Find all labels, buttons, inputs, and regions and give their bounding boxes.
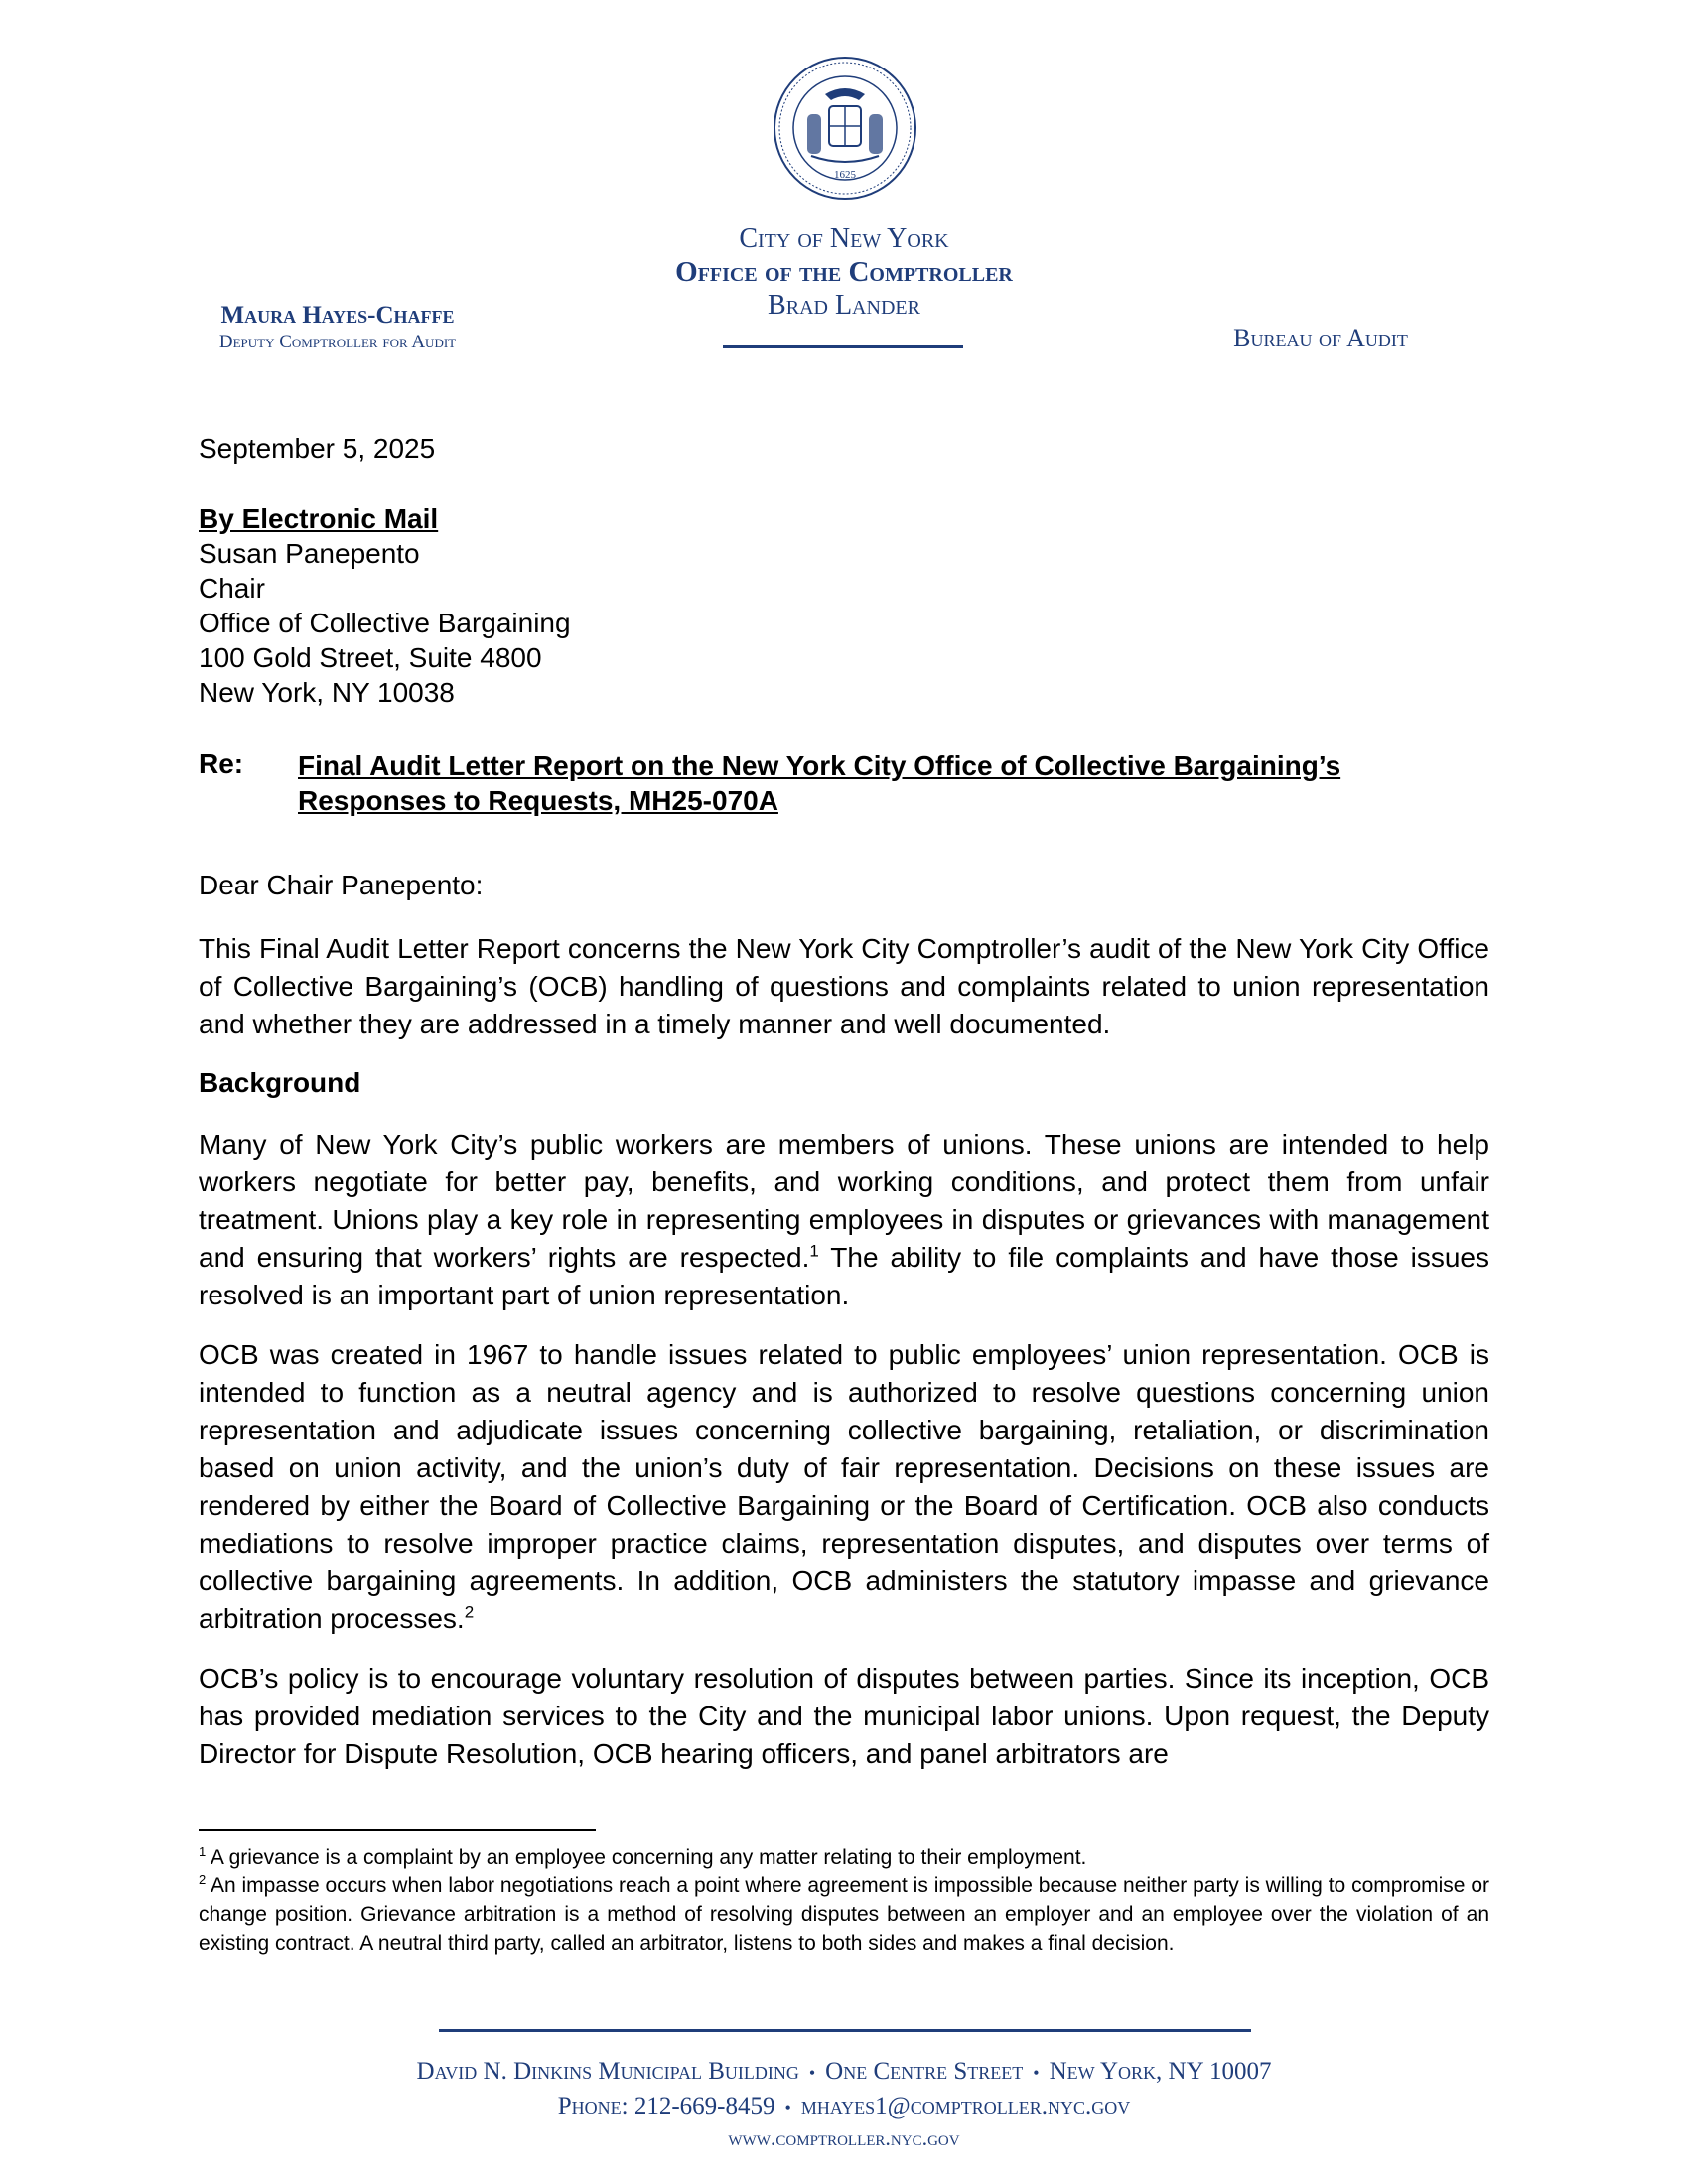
footer-separator: • (784, 2098, 791, 2117)
footer-separator: • (808, 2063, 816, 2083)
footnote-divider (199, 1829, 596, 1831)
footnote-mark-1: 1 (199, 1844, 207, 1859)
footnote-2 (199, 1871, 1489, 1958)
footer-street: One Centre Street (825, 2058, 1024, 2085)
footer-divider (439, 2029, 1251, 2032)
footer-website[interactable]: www.comptroller.nyc.gov (728, 2125, 960, 2150)
footnote-2-text: An impasse occurs when labor negotiations reach a point where agreement is impossible because neither party is willing to compromise or change position. Grievance arbitration is a method of resolving disputes between an employer and an employee over the violation of an existing contract. A neutral third party, called an arbitrator, listens to both sides and makes a final decision. (199, 1874, 1489, 1955)
footer-contact (248, 2093, 1440, 2120)
footer-phone: Phone: 212-669-8459 (557, 2093, 775, 2119)
background-p2-text: OCB was created in 1967 to handle issues related to public employees’ union representation. OCB is intended to function as a neutral agency and is authorized to resolve questions concerning union representation and adjudicate issues concerning collective bargaining, retaliation, or discrimination based on union activity, and the union’s duty of fair representation. Decisions on these issues are rendered by either the Board of Collective Bargaining or the Board of Certification. OCB also conducts mediations to resolve improper practice claims, representation disputes, and disputes over terms of collective bargaining agreements. In addition, OCB administers the statutory impasse and grievance arbitration processes. (199, 1339, 1489, 1634)
recipient-street: 100 Gold Street, Suite 4800 (199, 642, 542, 673)
footnote-1 (199, 1843, 1489, 1872)
background-p1-text-b: The ability to file complaints and have those issues resolved is an important part of union representation. (199, 1242, 1489, 1310)
background-paragraph-1 (199, 1126, 1489, 1314)
deputy-title: Deputy Comptroller for Audit (218, 332, 457, 352)
deputy-name: Maura Hayes-Chaffe (220, 302, 455, 329)
letterhead-office: Office of the Comptroller (675, 256, 1013, 288)
recipient-title: Chair (199, 573, 265, 604)
letterhead-divider (723, 345, 963, 348)
salutation: Dear Chair Panepento: (199, 870, 484, 900)
footer-address (248, 2058, 1440, 2086)
seal-year: 1625 (834, 169, 856, 181)
background-p1-text-a: Many of New York City’s public workers are members of unions. These unions are intended to help workers negotiate for better pay, benefits, and working conditions, and protect them from unfair treatment. Unions play a key role in representing employees in disputes or grievances with management and ensuring that workers’ rights are respected. (199, 1129, 1489, 1273)
background-paragraph-3: OCB’s policy is to encourage voluntary resolution of disputes between parties. Since its inception, OCB has provided mediation services to the City and the municipal labor unions. Upon request, the Deputy Director for Dispute Resolution, OCB hearing officers, and panel arbitrators are (199, 1663, 1489, 1769)
footnote-mark-2: 2 (199, 1872, 207, 1887)
intro-paragraph: This Final Audit Letter Report concerns the New York City Comptroller’s audit of the New York City Office of Collective Bargaining’s (OCB) handling of questions and complaints related to union representation and whether they are addressed in a timely manner and well documented. (199, 933, 1489, 1039)
footer-building: David N. Dinkins Municipal Building (416, 2058, 799, 2085)
re-subject: Final Audit Letter Report on the New York City Office of Collective Bargaining’s Responses to Requests, MH25-070A (298, 751, 1341, 816)
letter-date: September 5, 2025 (199, 433, 436, 464)
footnote-ref-2: 2 (464, 1602, 475, 1622)
background-heading: Background (199, 1067, 361, 1098)
letterhead-city: City of New York (739, 223, 949, 254)
footer-city: New York, NY 10007 (1049, 2058, 1272, 2085)
recipient-organization: Office of Collective Bargaining (199, 608, 571, 638)
nyc-seal-icon (772, 55, 918, 202)
footer-separator: • (1033, 2063, 1040, 2083)
footnote-1-text: A grievance is a complaint by an employee concerning any matter relating to their employment. (210, 1846, 1087, 1869)
recipient-city: New York, NY 10038 (199, 677, 455, 708)
address-block (199, 501, 1489, 710)
footnote-ref-1: 1 (809, 1241, 819, 1261)
footer-email[interactable]: mhayes1@comptroller.nyc.gov (800, 2093, 1131, 2119)
bureau-name: Bureau of Audit (1233, 324, 1408, 352)
delivery-method: By Electronic Mail (199, 503, 439, 534)
letterhead-comptroller: Brad Lander (768, 290, 920, 321)
recipient-name: Susan Panepento (199, 538, 420, 569)
background-paragraph-2 (199, 1336, 1489, 1638)
re-label: Re: (199, 749, 244, 779)
